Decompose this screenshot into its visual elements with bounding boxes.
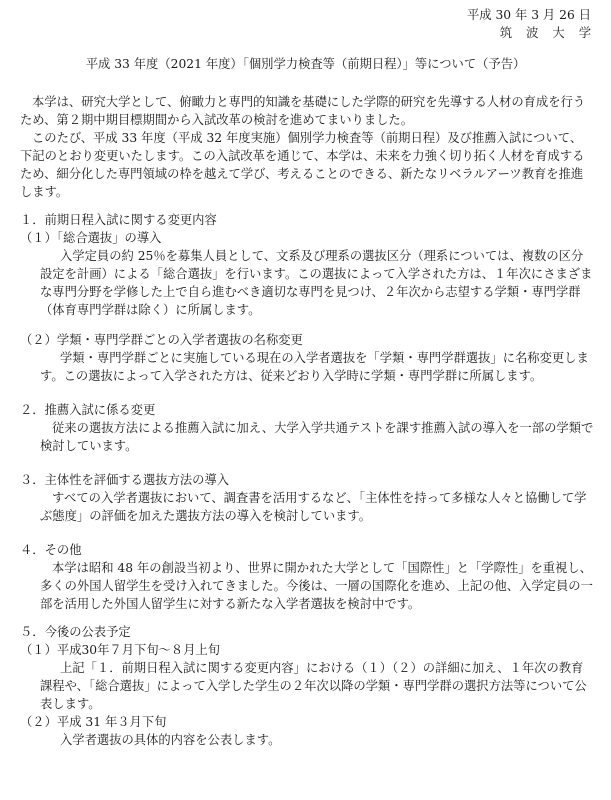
section-4-heading: ４．その他 bbox=[20, 543, 82, 557]
intro-paragraph-1: 本学は、研究大学として、俯瞰力と専門的知識を基礎にした学際的研究を先導する人材の育成を行うため、第２期中期目標期間から入試改革の検討を進めてまいりました。 bbox=[20, 95, 586, 127]
organization-name: 筑波大学 bbox=[499, 26, 605, 40]
section-5-subsection-1 bbox=[20, 641, 595, 713]
section-5-subsection-2 bbox=[20, 713, 595, 749]
section-1 bbox=[20, 211, 595, 385]
section-4-body: 本学は昭和 48 年の創設当初より、世界に開かれた大学として「国際性」と「学際性」を重視し、多くの外国人留学生を受け入れてきました。今後は、一層の国際化を進め、上記の他、入学定員の一部を活用した外国人留学生に対する新たな入学者選抜を検討中です。 bbox=[40, 561, 593, 611]
section-4 bbox=[20, 541, 595, 613]
section-1-subsection-1-body: 入学定員の約 25％を募集人員として、文系及び理系の選抜区分（理系については、複数の区分設定を計画）による「総合選抜」を行います。この選抜によって入学された方は、１年次にさまざまな専門分野を学修した上で自ら進むべき適切な専門を見つけ、２年次から志望する学類・専門学群（体育専門学群は除く）に所属します。 bbox=[40, 249, 593, 317]
intro-block bbox=[20, 93, 591, 201]
section-5-subsection-1-heading: （１）平成30年７月下旬～８月上旬 bbox=[20, 643, 221, 657]
header-block bbox=[466, 6, 605, 42]
section-1-subsection-2-body: 学類・専門学群ごとに実施している現在の入学者選抜を「学類・専門学群選抜」に名称変更します。この選抜によって入学された方は、従来どおり入学時に学類・専門学群に所属します。 bbox=[40, 351, 589, 383]
section-1-subsection-2-heading: （２）学類・専門学群ごとの入学者選抜の名称変更 bbox=[20, 333, 303, 347]
document-title: 平成 33 年度（2021 年度）「個別学力検査等（前期日程）」等について（予告） bbox=[85, 57, 526, 71]
section-3 bbox=[20, 471, 595, 525]
section-3-body: すべての入学者選抜において、調査書を活用するなど、「主体性を持って多様な人々と協働して学ぶ態度」の評価を加えた選抜方法の導入を検討しています。 bbox=[40, 491, 587, 523]
sections bbox=[20, 211, 595, 765]
section-5 bbox=[20, 623, 595, 749]
section-5-subsection-2-heading: （２）平成 31 年３月下旬 bbox=[20, 715, 167, 729]
section-1-heading: １．前期日程入試に関する変更内容 bbox=[20, 213, 217, 227]
section-3-heading: ３．主体性を評価する選抜方法の導入 bbox=[20, 473, 230, 487]
intro-paragraph-2: このたび、平成 33 年度（平成 32 年度実施）個別学力検査等（前期日程）及び推薦入試について、下記のとおり変更いたします。この入試改革を通じて、本学は、未来を力強く切り拓く人材を育成するため、細分化した専門領域の枠を越えて学び、考えることのできる、新たなリベラルアーツ教育を推進します。 bbox=[20, 131, 585, 199]
section-5-subsection-2-body: 入学者選抜の具体的内容を公表します。 bbox=[60, 733, 281, 747]
section-5-subsection-1-body: 上記「１．前期日程入試に関する変更内容」における（１）（２）の詳細に加え、１年次の教育課程や、「総合選抜」によって入学した学生の２年次以降の学類・専門学群の選択方法等について公表します。 bbox=[40, 661, 587, 711]
section-2 bbox=[20, 401, 595, 455]
section-2-body: 従来の選抜方法による推薦入試に加え、大学入学共通テストを課す推薦入試の導入を一部の学類で検討しています。 bbox=[40, 421, 594, 453]
section-1-subsection-1 bbox=[20, 229, 595, 319]
section-2-heading: ２．推薦入試に係る変更 bbox=[20, 403, 156, 417]
document-date: 平成 30 年 3 月 26 日 bbox=[466, 8, 591, 22]
section-1-subsection-2 bbox=[20, 331, 595, 385]
section-5-heading: ５．今後の公表予定 bbox=[20, 625, 131, 639]
section-1-subsection-1-heading: （１）「総合選抜」の導入 bbox=[20, 231, 162, 245]
